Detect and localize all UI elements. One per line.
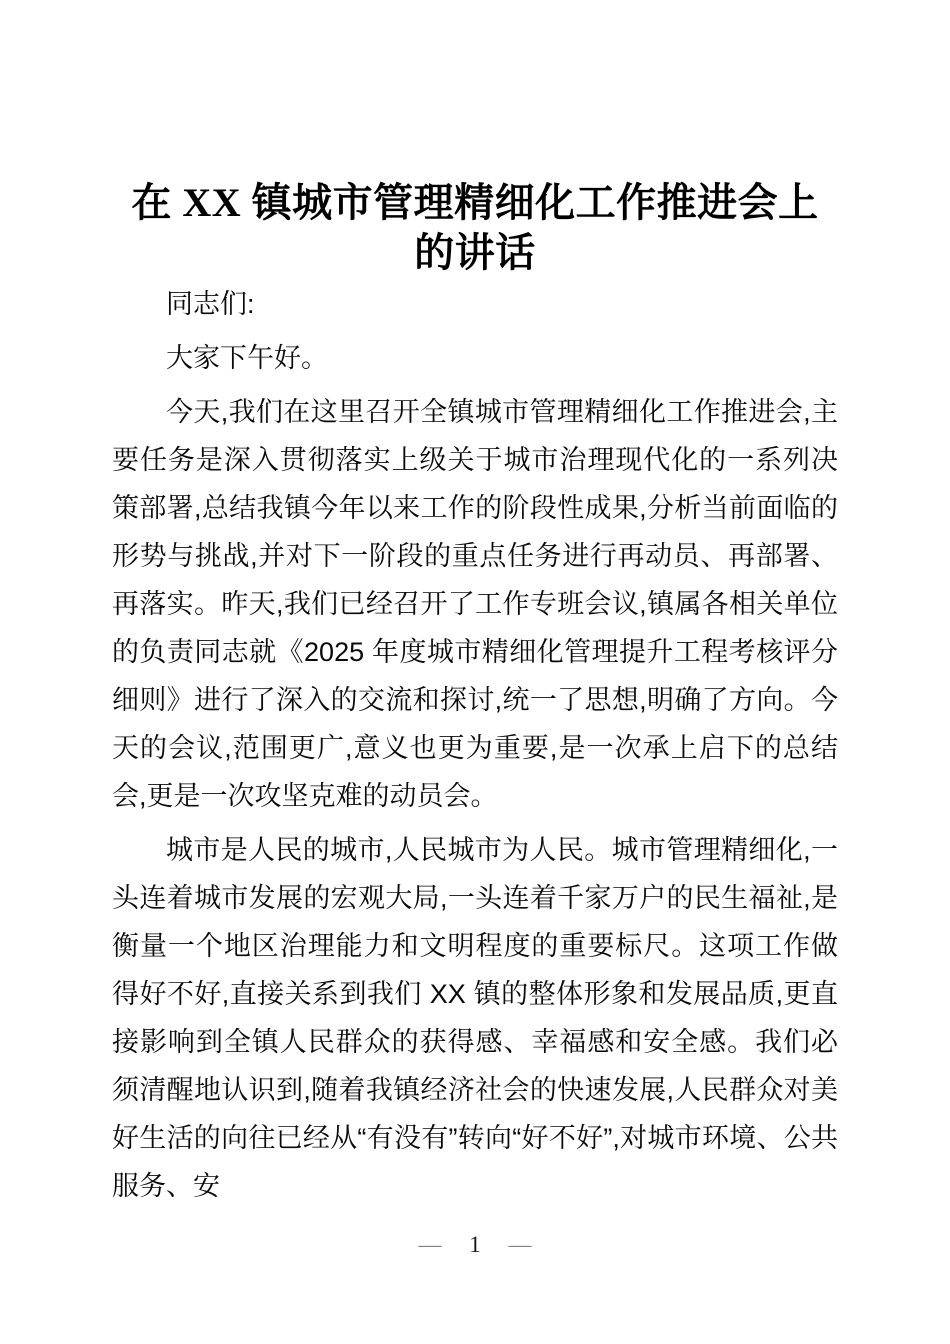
document-title-line-1: 在 XX 镇城市管理精细化工作推进会上: [131, 180, 819, 225]
footer-dash-right: —: [508, 1232, 532, 1257]
page-number: 1: [469, 1232, 481, 1257]
paragraph-greeting: 大家下午好。: [166, 343, 328, 373]
page-footer: [0, 1230, 950, 1260]
document-title-line-2: 的讲话: [414, 230, 536, 275]
document-title: [112, 178, 838, 278]
document-body: [112, 280, 838, 1210]
footer-dash-left: —: [418, 1232, 442, 1257]
paragraph-people-city: 城市是人民的城市,人民城市为人民。城市管理精细化,一头连着城市发展的宏观大局,一头连着千家万户的民生福祉,是衡量一个地区治理能力和文明程度的重要标尺。这项工作做得好不好,直接关系到我们 XX 镇的整体形象和发展品质,更直接影响到全镇人民群众的获得感、幸福感和安全感。我们必须清醒地认识到,随着我镇经济社会的快速发展,人民群众对美好生活的向往已经从“有没有”转向“好不好”,对城市环境、公共服务、安: [112, 835, 838, 1201]
paragraph-meeting-overview: 今天,我们在这里召开全镇城市管理精细化工作推进会,主要任务是深入贯彻落实上级关于城市治理现代化的一系列决策部署,总结我镇今年以来工作的阶段性成果,分析当前面临的形势与挑战,并对下一阶段的重点任务进行再动员、再部署、再落实。昨天,我们已经召开了工作专班会议,镇属各相关单位的负责同志就《2025 年度城市精细化管理提升工程考核评分细则》进行了深入的交流和探讨,统一了思想,明确了方向。今天的会议,范围更广,意义也更为重要,是一次承上启下的总结会,更是一次攻坚克难的动员会。: [112, 397, 838, 811]
paragraph-salutation: 同志们:: [166, 289, 255, 319]
